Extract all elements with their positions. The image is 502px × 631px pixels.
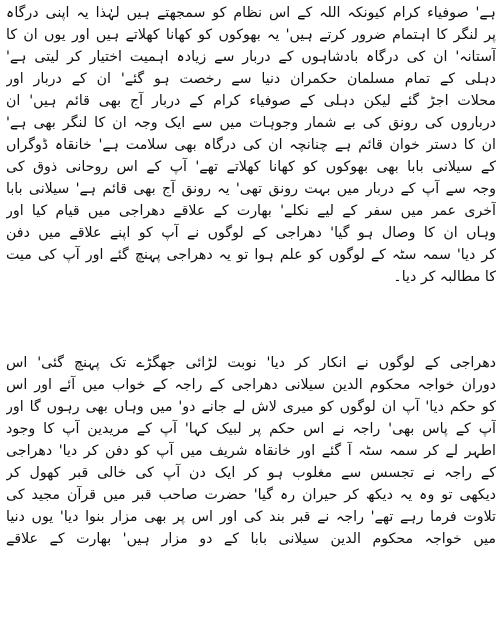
text-line: تلاوت فرما رہے تھے' راجہ نے قبر بند کی اور اس پر بھی مزار بنوا دیا' یوں دنیا xyxy=(6,509,496,525)
text-line: اطہر لے کر سمہ سٹہ آ گئے اور خانقاہ شریف میں آپ کو دفن کر دیا' دھراجی xyxy=(6,443,496,459)
text-line: ہے' صوفیاء کرام کیونکہ اللہ کے اس نظام کو سمجھتے ہیں لہٰذا یہ اپنی درگاہ xyxy=(6,5,496,21)
text-line: دھراجی کے لوگوں نے انکار کر دیا' نوبت لڑائی جھگڑے تک پہنچ گئی' اس xyxy=(6,355,496,371)
text-line: دہلی کے تمام مسلمان حکمران دنیا سے رخصت ہو گئے' ان کے دربار اور xyxy=(6,71,496,87)
text-line: محلات اجڑ گئے لیکن دہلی کے صوفیاء کرام کے دربار آج بھی قائم ہیں' ان xyxy=(6,93,496,109)
text-line: دیکھی تو وہ یہ دیکھ کر حیران رہ گیا' حضرت صاحب قبر میں قرآن مجید کی xyxy=(6,487,496,503)
text-line: آپ کے پاس بھی' راجہ نے اس حکم پر لبیک کہا' آپ کے مریدین آپ کا وجود xyxy=(6,421,496,437)
text-line: کر دیا' سمہ سٹہ کے لوگوں کو علم ہوا تو یہ دھراجی پہنچ گئے اور آپ کی میت xyxy=(6,247,496,263)
paragraph-2 xyxy=(6,352,496,550)
text-line: درباروں کی رونق کی بے شمار وجوہات میں سے ایک وجہ ان کا لنگر بھی ہے' xyxy=(6,115,496,131)
text-line: ان کا دستر خوان قائم ہے چنانچہ ان کی درگاہ بھی سلامت ہے' خانقاہ ڈوگراں xyxy=(6,137,496,153)
text-line: پر لنگر کا اہتمام ضرور کرتے ہیں' یہ بھوکوں کو کھانا کھلاتے ہیں اور یوں ان کا xyxy=(6,27,496,43)
text-line: آستانہ' ان کی درگاہ بادشاہوں کے دربار سے زیادہ اہمیت اختیار کر لیتی ہے' xyxy=(6,49,496,65)
text-line: وہاں ان کا وصال ہو گیا' دھراجی کے لوگوں نے آپ کو اپنے علاقے میں دفن xyxy=(6,225,496,241)
text-line: کے سیلانی بابا بھی بھوکوں کو کھانا کھلاتے تھے' آپ کے اس روحانی ذوق کی xyxy=(6,159,496,175)
text-line: وجہ سے آپ کے دربار میں بہت رونق تھی' یہ رونق آج بھی قائم ہے' سیلانی بابا xyxy=(6,181,496,197)
text-line: میں خواجہ محکوم الدین سیلانی بابا کے دو مزار ہیں' بھارت کے علاقے xyxy=(6,531,496,547)
text-line: دوران خواجہ محکوم الدین سیلانی دھراجی کے راجہ کے خواب میں آئے اور اس xyxy=(6,377,496,393)
paragraph-1 xyxy=(6,2,496,288)
text-line: کا مطالبہ کر دیا۔ xyxy=(393,269,496,285)
text-line: آخری عمر میں سفر کے لیے نکلے' بھارت کے علاقے دھراجی میں قیام کیا اور xyxy=(6,203,496,219)
text-line: کو حکم دیا' آپ ان لوگوں کو میری لاش لے جانے دو' میں وہاں بھی رہوں گا اور xyxy=(6,399,496,415)
text-line: کے راجہ نے تجسس سے مغلوب ہو کر ایک دن آپ کی خالی قبر کھول کر xyxy=(6,465,496,481)
